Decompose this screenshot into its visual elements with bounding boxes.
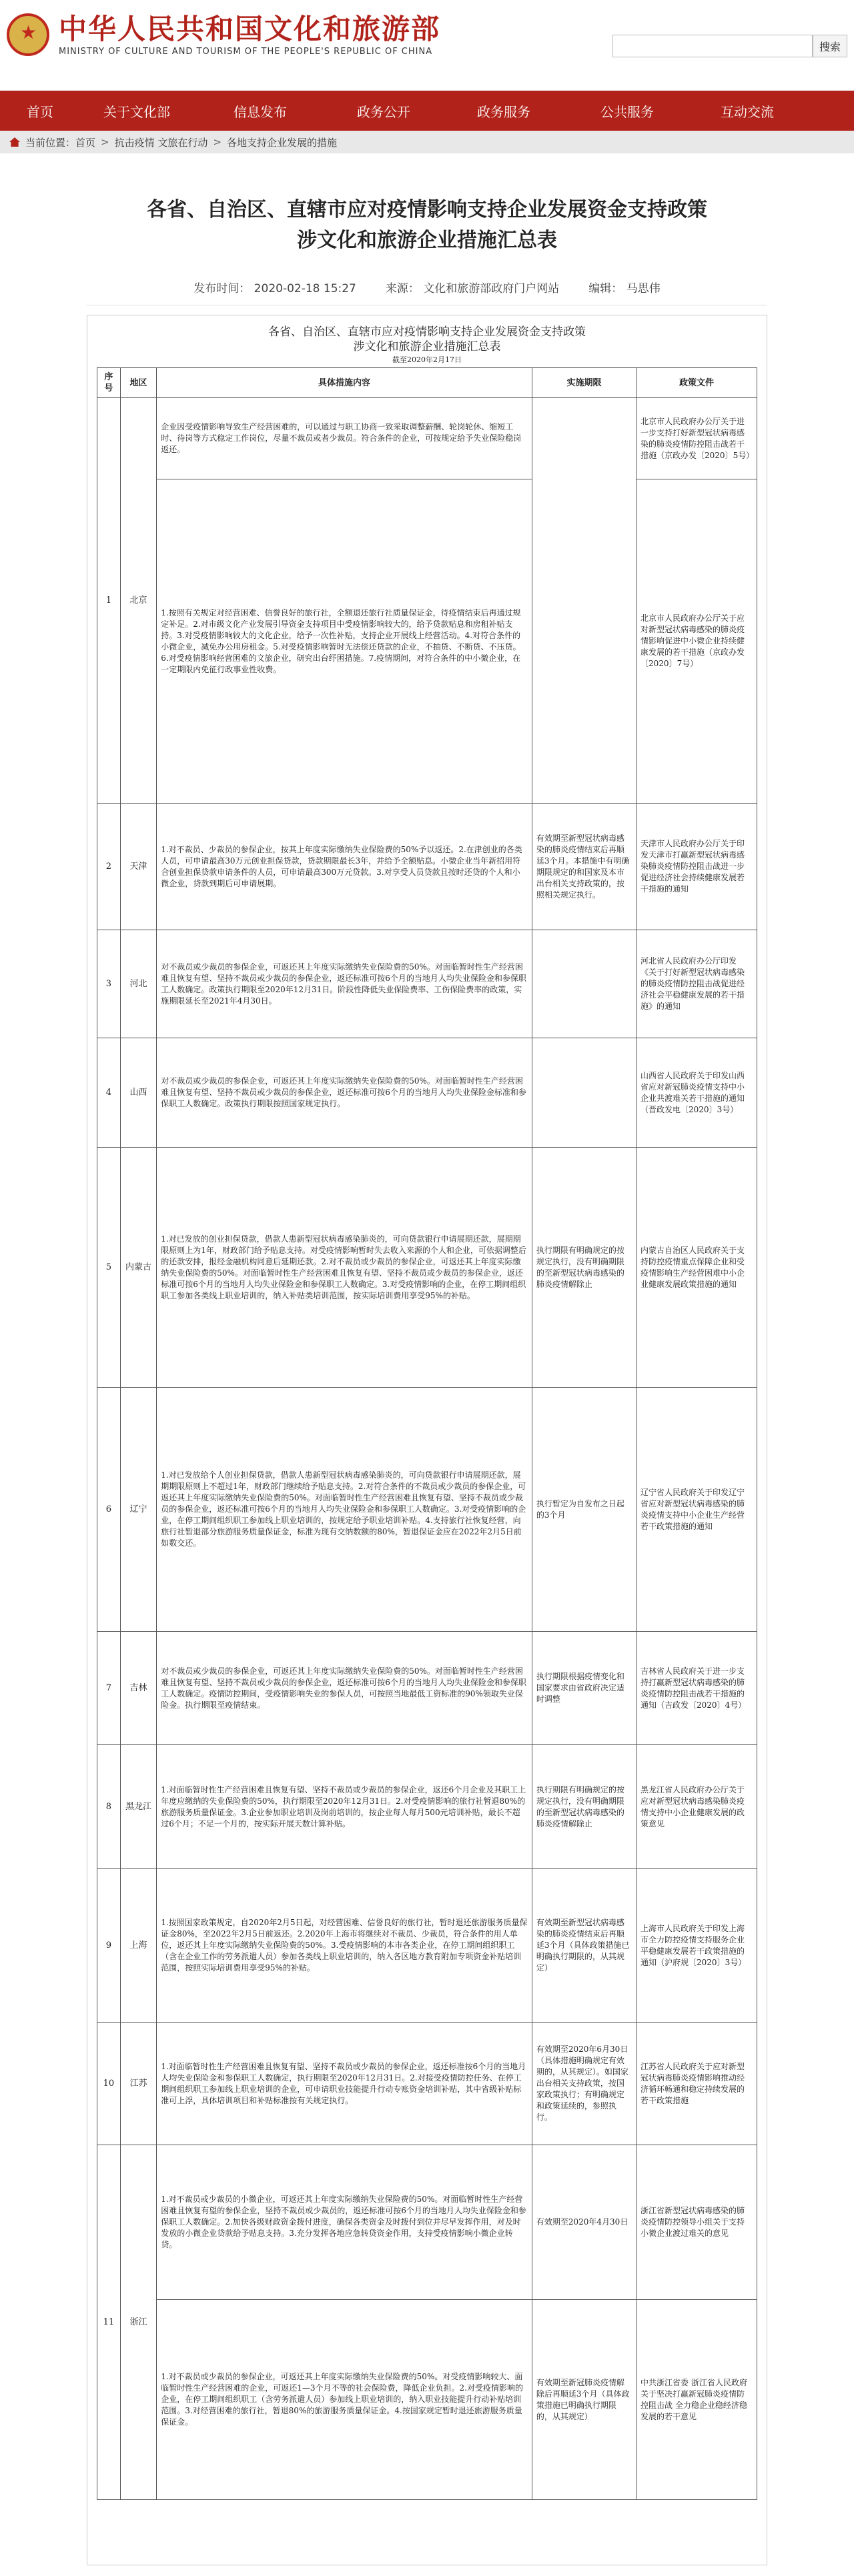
row-document: 江苏省人民政府关于应对新型冠状病毒肺炎疫情影响推动经济循环畅通和稳定持续发展的若干政策措施 [636, 2023, 757, 2145]
row-document: 北京市人民政府办公厅关于进一步支持打好新型冠状病毒感染的肺炎疫情防控阻击战若干措施（京政办发〔2020〕5号） [636, 398, 757, 479]
row-period [532, 1038, 636, 1148]
header-period: 实施期限 [532, 368, 636, 398]
breadcrumb-label: 当前位置： [25, 136, 76, 149]
policy-document [87, 315, 767, 2565]
row-number: 5 [97, 1148, 121, 1388]
header-content: 具体措施内容 [157, 368, 532, 398]
nav-about[interactable]: 关于文化部 [103, 103, 170, 120]
row-content: 对不裁员或少裁员的参保企业，可返还其上年度实际缴纳失业保险费的50%。对面临暂时性生产经营困难且恢复有望、坚持不裁员或少裁员的参保企业，返还标准可按6个月的当地月人均失业保险金和参保职工人数确定。疫情防控期间，受疫情影响失业的参保人员，可按照当地最低工资标准的90%领取失业保险金。执行期限至疫情结束。 [157, 1632, 532, 1745]
header-document: 政策文件 [636, 368, 757, 398]
header-number: 序号 [97, 368, 121, 398]
policy-table [97, 367, 757, 2500]
row-document: 中共浙江省委 浙江省人民政府关于坚决打赢新冠肺炎疫情防控阻击战 全力稳企业稳经济稳发展的若干意见 [636, 2300, 757, 2500]
nav-government-affairs[interactable]: 政务公开 [357, 103, 410, 120]
home-icon [9, 137, 20, 147]
row-content: 1.对不裁员或少裁员的小微企业，可返还其上年度实际缴纳失业保险费的50%。对面临暂时性生产经营困难且恢复有望的参保企业，坚持不裁员或少裁员的，返还标准可按6个月的当地月人均失业保险金和参保职工人数确定。2.加快各级财政资金拨付进度，确保各类资金及时拨付到位并尽早发挥作用，对及时发放的小微企业贷款给予贴息支持。3.充分发挥各地应急转贷资金作用，支持受疫情影响小微企业转贷。 [157, 2145, 532, 2300]
nav-news[interactable]: 信息发布 [234, 103, 287, 120]
row-number: 6 [97, 1388, 121, 1632]
table-row [97, 1632, 757, 1745]
row-number: 8 [97, 1745, 121, 1869]
header-region: 地区 [120, 368, 157, 398]
row-number: 4 [97, 1038, 121, 1148]
site-header [0, 0, 854, 91]
row-document: 黑龙江省人民政府办公厅关于应对新型冠状病毒感染肺炎疫情支持中小企业健康发展的政策意见 [636, 1745, 757, 1869]
table-title-line-1: 各省、自治区、直辖市应对疫情影响支持企业发展资金支持政策 [268, 325, 586, 339]
row-period: 有效期至新型冠状病毒感染的肺炎疫情结束后再顺延3个月（具体政策措施已明确执行期限的，从其规定） [532, 1869, 636, 2023]
table-row [97, 398, 757, 479]
nav-public-services[interactable]: 公共服务 [600, 103, 654, 120]
row-region: 上海 [120, 1869, 157, 2023]
row-number: 10 [97, 2023, 121, 2145]
row-content: 1.对已发放的创业担保贷款，借款人患新型冠状病毒感染肺炎的，可向贷款银行申请展期还款，展期期限原则上为1年，财政部门给予贴息支持。对受疫情影响暂时失去收入来源的个人和企业，可依据调整后的还款安排，报经金融机构同意后延期还款。2.对不裁员或少裁员的参保企业，可返还其上年度实际缴纳失业保险费的50%。对面临暂时性生产经营困难且恢复有望、坚持不裁员或少裁员的参保企业，返还标准可按6个月的当地月人均失业保险金和参保职工人数确定。3.对受疫情影响的企业，在停工期间组织职工参加各类线上职业培训的，纳入补贴类培训范围，按实际培训费用享受95%的补贴。 [157, 1148, 532, 1388]
row-document: 浙江省新型冠状病毒感染的肺炎疫情防控领导小组关于支持小微企业渡过难关的意见 [636, 2145, 757, 2300]
row-period [532, 930, 636, 1038]
table-row [97, 1148, 757, 1388]
breadcrumb-separator: > [213, 136, 222, 148]
row-document: 上海市人民政府关于印发上海市全力防控疫情支持服务企业平稳健康发展若干政策措施的通知（沪府规〔2020〕3号） [636, 1869, 757, 2023]
article-editor: 编辑： 马思伟 [588, 282, 661, 295]
breadcrumb-separator: > [101, 136, 109, 148]
article [0, 153, 854, 2576]
table-title [97, 325, 757, 354]
row-content: 1.对面临暂时性生产经营困难且恢复有望、坚持不裁员或少裁员的参保企业，返还6个月企业及其职工上年度应缴纳的失业保险费的50%，执行期限至2020年12月31日。2.对受疫情影响的旅行社暂退80%的旅游服务质量保证金。3.企业参加职业培训及岗前培训的，按企业每人每月500元培训补贴，最长不超过6个月；不足一个月的，按实际开展天数计算补贴。 [157, 1745, 532, 1869]
national-emblem-icon [7, 13, 49, 56]
row-region: 山西 [120, 1038, 157, 1148]
row-region: 河北 [120, 930, 157, 1038]
table-row [97, 1388, 757, 1632]
row-content: 1.对面临暂时性生产经营困难且恢复有望、坚持不裁员或少裁员的参保企业，返还标准按6个月的当地月人均失业保险金和参保职工人数确定，执行期限至2020年12月31日。2.对接受疫情防控任务、在停工期间组织职工参加线上职业培训的企业，可申请职业技能提升行动专账资金培训补贴，其中省级补贴标准可上浮，具体培训项目和补贴标准按有关规定执行。 [157, 2023, 532, 2145]
table-row [97, 2145, 757, 2300]
row-content: 1.对不裁员或少裁员的参保企业，可返还其上年度实际缴纳失业保险费的50%。对受疫情影响较大、面临暂时性生产经营困难的企业，可返还1—3个月不等的社会保险费，降低企业负担。2.对受疫情影响的企业，在停工期间组织职工（含劳务派遣人员）参加线上职业培训的，纳入职业技能提升行动补贴培训范围。3.对经营困难的旅行社，暂退80%的旅游服务质量保证金。4.按国家规定暂时退还旅游服务质量保证金。 [157, 2300, 532, 2500]
table-row [97, 1745, 757, 1869]
breadcrumb [0, 131, 854, 153]
row-content: 1.对不裁员、少裁员的参保企业，按其上年度实际缴纳失业保险费的50%予以返还。2.在津创业的各类人员，可申请最高30万元创业担保贷款，贷款期限最长3年，并给予全额贴息。小微企业当年新招用符合创业担保贷款申请条件的人员，可申请最高300万元贷款。3.对享受人员贷款且按时还贷的个人和小微企业，贷款到期后可申请展期。 [157, 804, 532, 930]
table-row [97, 2300, 757, 2500]
row-region: 黑龙江 [120, 1745, 157, 1869]
row-period: 有效期至2020年6月30日（具体措施明确规定有效期的，从其规定）。如国家出台相关支持政策，按国家政策执行；有明确规定和政策延续的，参照执行。 [532, 2023, 636, 2145]
publish-time: 发布时间： 2020-02-18 15:27 [193, 282, 356, 295]
row-number: 2 [97, 804, 121, 930]
row-region: 天津 [120, 804, 157, 930]
breadcrumb-topic[interactable]: 抗击疫情 文旅在行动 [114, 136, 208, 149]
row-period: 执行暂定为自发布之日起的3个月 [532, 1388, 636, 1632]
nav-interaction[interactable]: 互动交流 [721, 103, 774, 120]
table-header-row [97, 368, 757, 398]
breadcrumb-current[interactable]: 各地支持企业发展的措施 [226, 136, 337, 149]
table-row [97, 1869, 757, 2023]
table-title-line-2: 涉文化和旅游企业措施汇总表 [353, 340, 501, 353]
row-region: 辽宁 [120, 1388, 157, 1632]
table-row [97, 930, 757, 1038]
row-content: 对不裁员或少裁员的参保企业，可返还其上年度实际缴纳失业保险费的50%。对面临暂时性生产经营困难且恢复有望、坚持不裁员或少裁员的参保企业，返还标准可按6个月的当地月人均失业保险金标准和参保职工人数确定。政策执行期限按照国家规定执行。 [157, 1038, 532, 1148]
row-content: 企业因受疫情影响导致生产经营困难的，可以通过与职工协商一致采取调整薪酬、轮岗轮休、缩短工时、待岗等方式稳定工作岗位，尽量不裁员或者少裁员。符合条件的企业，可按规定给予失业保险稳岗返还。 [157, 398, 532, 479]
breadcrumb-home[interactable]: 首页 [75, 136, 96, 149]
table-row [97, 804, 757, 930]
row-period: 有效期至新型冠状病毒感染的肺炎疫情结束后再顺延3个月。本措施中有明确期限规定的和国家及本市出台相关支持政策的，按照相关规定执行。 [532, 804, 636, 930]
row-region: 浙江 [120, 2145, 157, 2500]
row-content: 1.按照有关规定对经营困难、信誉良好的旅行社，全额退还旅行社质量保证金，待疫情结束后再通过规定补足。2.对市级文化产业发展引导资金支持项目中受疫情影响较大的，给予贷款贴息和房租补贴支持。3.对受疫情影响较大的文化企业，给予一次性补贴，支持企业开展线上经营活动。4.对符合条件的小微企业，减免办公用房租金。5.对受疫情影响暂时无法偿还贷款的企业，不抽贷、不断贷、不压贷。6.对受疫情影响经营困难的文旅企业，研究出台纾困措施。7.疫情期间，对符合条件的中小微企业，在一定期限内免征行政事业性收费。 [157, 479, 532, 804]
title-line-1: 各省、自治区、直辖市应对疫情影响支持企业发展资金支持政策 [147, 198, 707, 221]
row-document: 天津市人民政府办公厅关于印发天津市打赢新型冠状病毒感染肺炎疫情防控阻击战进一步促进经济社会持续健康发展若干措施的通知 [636, 804, 757, 930]
site-logo[interactable] [7, 12, 440, 57]
row-period: 有效期至2020年4月30日 [532, 2145, 636, 2300]
row-number: 7 [97, 1632, 121, 1745]
table-row [97, 1038, 757, 1148]
row-document: 山西省人民政府关于印发山西省应对新冠肺炎疫情支持中小企业共渡难关若干措施的通知（晋政发电〔2020〕3号） [636, 1038, 757, 1148]
row-document: 河北省人民政府办公厅印发《关于打好新型冠状病毒感染的肺炎疫情防控阻击战促进经济社会平稳健康发展的若干措施》的通知 [636, 930, 757, 1038]
row-document: 辽宁省人民政府关于印发辽宁省应对新型冠状病毒感染的肺炎疫情支持中小企业生产经营若干政策措施的通知 [636, 1388, 757, 1632]
row-period: 执行期限有明确规定的按规定执行，没有明确期限的至新型冠状病毒感染的肺炎疫情解除止 [532, 1745, 636, 1869]
page-title [87, 195, 767, 256]
table-date: 截至2020年2月17日 [392, 355, 462, 364]
table-row [97, 2023, 757, 2145]
logo-title-cn: 中华人民共和国文化和旅游部 [59, 13, 441, 45]
title-line-2: 涉文化和旅游企业措施汇总表 [297, 229, 557, 252]
row-content: 对不裁员或少裁员的参保企业，可返还其上年度实际缴纳失业保险费的50%。对面临暂时性生产经营困难且恢复有望、坚持不裁员或少裁员的参保企业，返还标准可按6个月的当地月人均失业保险金和参保职工人数确定。政策执行期限至2020年12月31日。阶段性降低失业保险费率、工伤保险费率的政策，实施期限延长至2021年4月30日。 [157, 930, 532, 1038]
row-region: 吉林 [120, 1632, 157, 1745]
nav-home[interactable]: 首页 [27, 103, 53, 120]
row-number: 3 [97, 930, 121, 1038]
row-region: 江苏 [120, 2023, 157, 2145]
row-period: 执行期限根据疫情变化和国家要求由省政府决定适时调整 [532, 1632, 636, 1745]
row-period [532, 398, 636, 804]
logo-title-en: MINISTRY OF CULTURE AND TOURISM OF THE PEOPLE'S REPUBLIC OF CHINA [59, 47, 433, 57]
row-number: 1 [97, 398, 121, 804]
row-period: 有效期至新冠肺炎疫情解除后再顺延3个月（具体政策措施已明确执行期限的，从其规定） [532, 2300, 636, 2500]
row-number: 9 [97, 1869, 121, 2023]
row-period: 执行期限有明确规定的按规定执行，没有明确期限的至新型冠状病毒感染的肺炎疫情解除止 [532, 1148, 636, 1388]
row-number: 11 [97, 2145, 121, 2500]
row-document: 北京市人民政府办公厅关于应对新型冠状病毒感染的肺炎疫情影响促进中小微企业持续健康发展的若干措施（京政办发〔2020〕7号） [636, 479, 757, 804]
nav-government-services[interactable]: 政务服务 [477, 103, 530, 120]
main-nav [0, 91, 854, 131]
search-button[interactable]: 搜索 [813, 35, 847, 57]
row-content: 1.按照国家政策规定，自2020年2月5日起，对经营困难、信誉良好的旅行社，暂时退还旅游服务质量保证金80%，至2022年2月5日前返还。2.2020年上海市将继续对不裁员、少裁员，符合条件的用人单位，返还其上年度实际缴纳失业保险费的50%。3.受疫情影响的本市各类企业，在停工期间组织职工（含在企业工作的劳务派遣人员）参加各类线上职业培训的，纳入各区地方教育附加专项资金补贴培训范围，按照实际培训费用享受95%的补贴。 [157, 1869, 532, 2023]
row-content: 1.对已发放给个人创业担保贷款，借款人患新型冠状病毒感染肺炎的，可向贷款银行申请展期还款，展期期限原则上不超过1年，财政部门继续给予贴息支持。2.对符合条件的不裁员或少裁员的参保企业，可返还其上年度实际缴纳失业保险费的50%。对面临暂时性生产经营困难且恢复有望、坚持不裁员或少裁员的参保企业，返还标准可按6个月的当地月人均失业保险金和参保职工人数确定。3.对受疫情影响的企业，在停工期间组织职工参加线上职业培训的，按规定给予职业培训补贴。4.支持旅行社恢复经营，向旅行社暂退部分旅游服务质量保证金，标准为现有交纳数额的80%，暂退保证金应在2022年2月5日前如数交还。 [157, 1388, 532, 1632]
row-region: 内蒙古 [120, 1148, 157, 1388]
article-source: 来源： 文化和旅游部政府门户网站 [385, 282, 560, 295]
table-row [97, 479, 757, 804]
row-document: 吉林省人民政府关于进一步支持打赢新型冠状病毒感染的肺炎疫情防控阻击战若干措施的通知（吉政发〔2020〕4号） [636, 1632, 757, 1745]
row-region: 北京 [120, 398, 157, 804]
search-input[interactable] [612, 35, 813, 57]
row-document: 内蒙古自治区人民政府关于支持防控疫情重点保障企业和受疫情影响生产经营困难中小企业健康发展政策措施的通知 [636, 1148, 757, 1388]
article-meta [87, 279, 767, 305]
